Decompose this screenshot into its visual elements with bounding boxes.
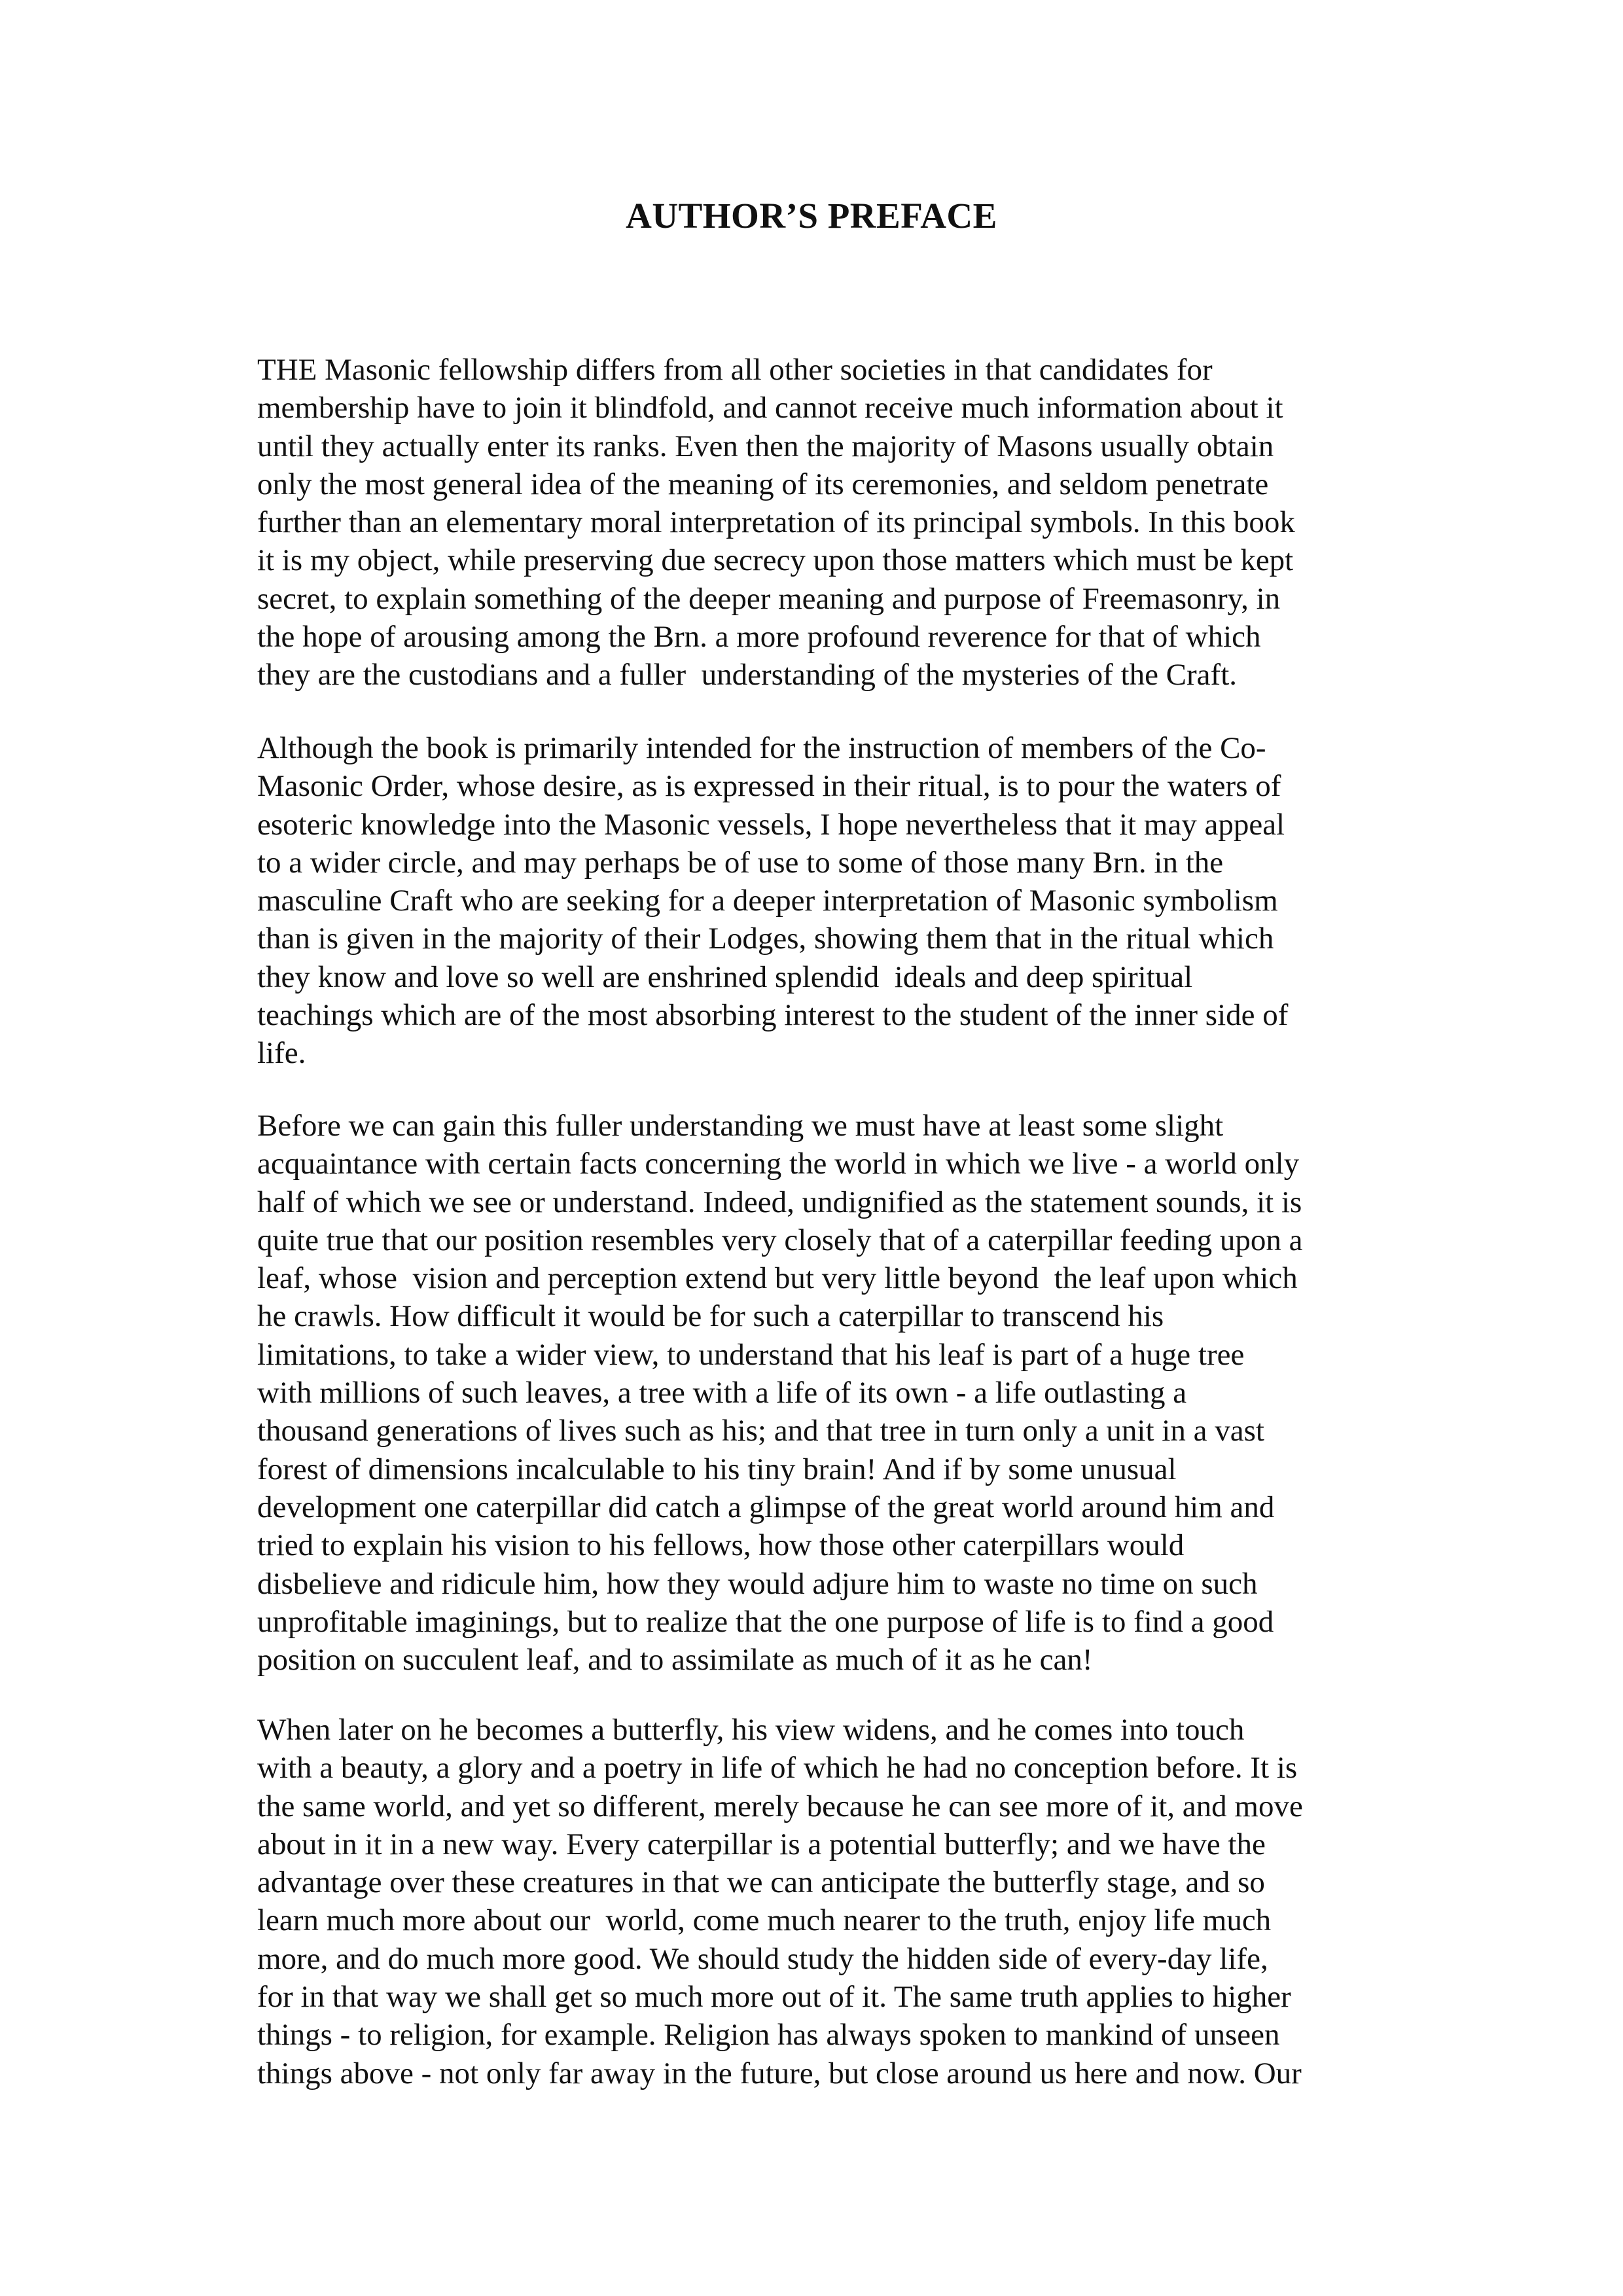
text-line: teachings which are of the most absorbing interest to the student of the inner side of <box>257 998 1289 1033</box>
text-line: secret, to explain something of the deeper meaning and purpose of Freemasonry, in <box>257 581 1281 616</box>
text-line: further than an elementary moral interpretation of its principal symbols. In this book <box>257 505 1295 540</box>
text-line: When later on he becomes a butterfly, his view widens, and he comes into touch <box>257 1713 1245 1747</box>
text-line: they are the custodians and a fuller understanding of the mysteries of the Craft. <box>257 658 1238 692</box>
paragraph-1 <box>257 351 1448 694</box>
text-line: life. <box>257 1036 306 1071</box>
text-line: Masonic Order, whose desire, as is expressed in their ritual, is to pour the waters of <box>257 769 1281 804</box>
text-line: membership have to join it blindfold, and cannot receive much information about it <box>257 391 1283 425</box>
text-line: development one caterpillar did catch a glimpse of the great world around him and <box>257 1490 1275 1524</box>
text-line: THE Masonic fellowship differs from all other societies in that candidates for <box>257 353 1213 387</box>
text-line: things - to religion, for example. Religion has always spoken to mankind of unseen <box>257 2018 1280 2053</box>
text-line: for in that way we shall get so much more out of it. The same truth applies to higher <box>257 1980 1291 2015</box>
text-line: limitations, to take a wider view, to understand that his leaf is part of a huge tree <box>257 1337 1245 1372</box>
text-line: leaf, whose vision and perception extend but very little beyond the leaf upon which <box>257 1261 1298 1296</box>
text-line: unprofitable imaginings, but to realize that the one purpose of life is to find a good <box>257 1604 1274 1639</box>
text-line: half of which we see or understand. Indeed, undignified as the statement sounds, it is <box>257 1185 1302 1219</box>
text-line: about in it in a new way. Every caterpillar is a potential butterfly; and we have the <box>257 1827 1266 1861</box>
text-line: advantage over these creatures in that we can anticipate the butterfly stage, and so <box>257 1865 1265 1900</box>
text-line: more, and do much more good. We should study the hidden side of every-day life, <box>257 1941 1268 1976</box>
paragraph-4 <box>257 1711 1448 2092</box>
text-line: with millions of such leaves, a tree with a life of its own - a life outlasting a <box>257 1376 1187 1410</box>
text-line: esoteric knowledge into the Masonic vessels, I hope nevertheless that it may appeal <box>257 807 1285 842</box>
paragraph-3 <box>257 1107 1448 1679</box>
text-line: he crawls. How difficult it would be for such a caterpillar to transcend his <box>257 1299 1164 1334</box>
text-line: Although the book is primarily intended for the instruction of members of the Co- <box>257 731 1266 765</box>
text-line: masculine Craft who are seeking for a deeper interpretation of Masonic symbolism <box>257 884 1278 918</box>
text-line: until they actually enter its ranks. Even then the majority of Masons usually obtain <box>257 429 1274 463</box>
text-line: than is given in the majority of their Lodges, showing them that in the ritual which <box>257 922 1274 956</box>
text-line: the hope of arousing among the Brn. a more profound reverence for that of which <box>257 620 1261 655</box>
text-line: only the most general idea of the meaning of its ceremonies, and seldom penetrate <box>257 467 1269 501</box>
text-line: acquaintance with certain facts concerning the world in which we live - a world only <box>257 1147 1300 1181</box>
text-line: quite true that our position resembles very closely that of a caterpillar feeding upon a <box>257 1223 1303 1257</box>
text-line: learn much more about our world, come much nearer to the truth, enjoy life much <box>257 1903 1272 1938</box>
text-line: they know and love so well are enshrined splendid ideals and deep spiritual <box>257 960 1193 994</box>
text-line: thousand generations of lives such as his; and that tree in turn only a unit in a vast <box>257 1414 1264 1448</box>
text-line: disbelieve and ridicule him, how they would adjure him to waste no time on such <box>257 1566 1258 1601</box>
text-line: the same world, and yet so different, merely because he can see more of it, and move <box>257 1789 1303 1823</box>
text-line: with a beauty, a glory and a poetry in life of which he had no conception before. It is <box>257 1751 1298 1785</box>
page-title: AUTHOR’S PREFACE <box>626 196 997 236</box>
text-line: forest of dimensions incalculable to his tiny brain! And if by some unusual <box>257 1452 1177 1486</box>
text-line: Before we can gain this fuller understanding we must have at least some slight <box>257 1109 1224 1143</box>
paragraph-2 <box>257 729 1448 1073</box>
text-line: things above - not only far away in the future, but close around us here and now. Our <box>257 2056 1302 2090</box>
text-line: it is my object, while preserving due secrecy upon those matters which must be kept <box>257 543 1294 578</box>
text-line: tried to explain his vision to his fellows, how those other caterpillars would <box>257 1528 1185 1563</box>
text-line: position on succulent leaf, and to assimilate as much of it as he can! <box>257 1643 1093 1677</box>
text-line: to a wider circle, and may perhaps be of use to some of those many Brn. in the <box>257 845 1224 880</box>
